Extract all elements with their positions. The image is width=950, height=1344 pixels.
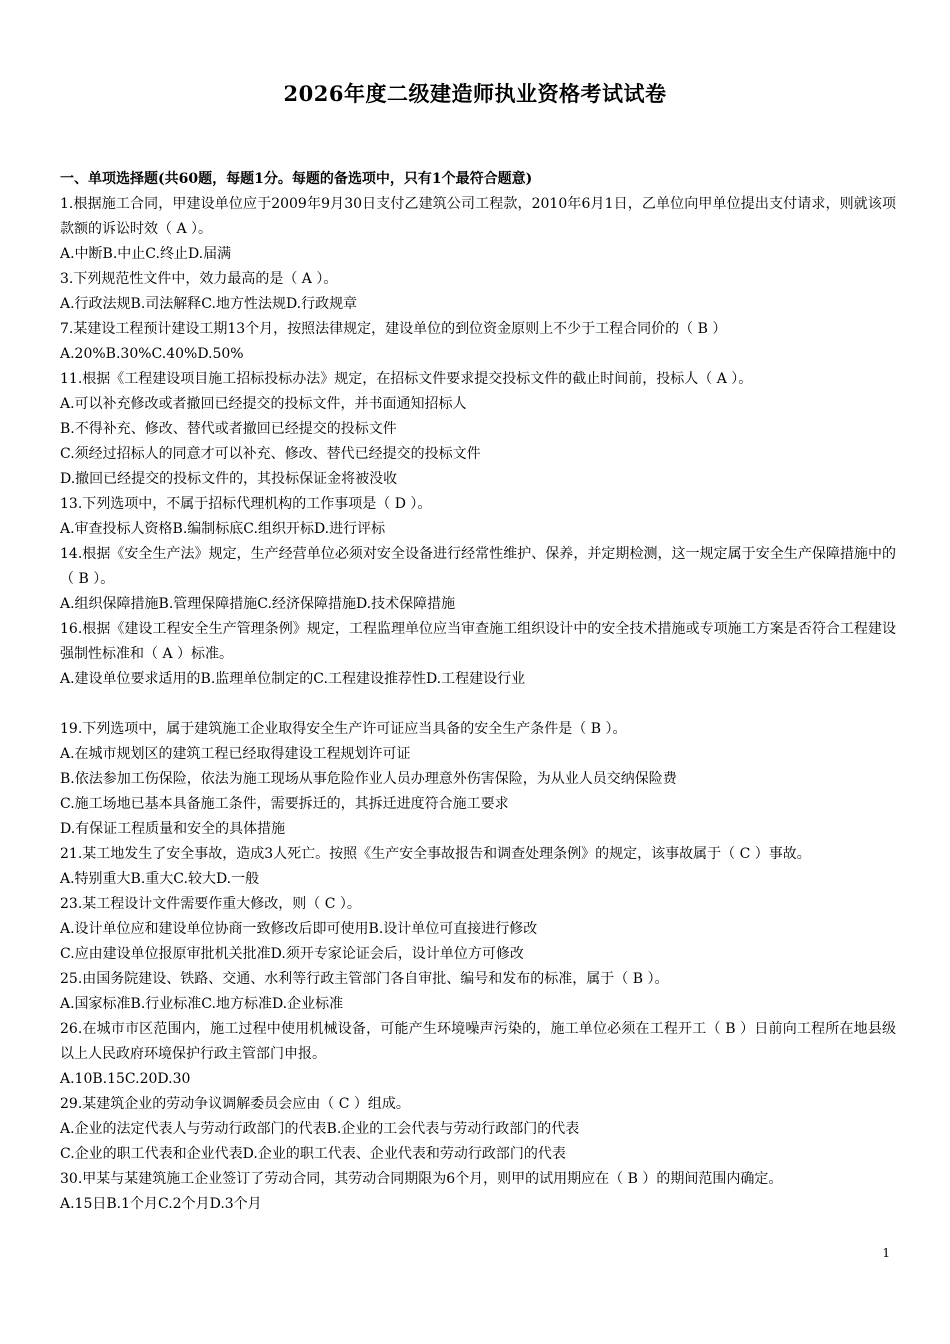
question-text: 25.由国务院建设、铁路、交通、水利等行政主管部门各自审批、编号和发布的标准，属于（ B ）。 (60, 971, 669, 987)
answer-options: A.建设单位要求适用的B.监理单位制定的C.工程建设推荐性D.工程建设行业 (60, 671, 526, 687)
answer-options: C.应由建设单位报原审批机关批准D.须开专家论证会后，设计单位方可修改 (60, 946, 524, 962)
section-heading: 一、单项选择题(共60题，每题1分。每题的备选项中，只有1个最符合题意) (60, 171, 533, 187)
question-text: 19.下列选项中，属于建筑施工企业取得安全生产许可证应当具备的安全生产条件是（ B ）。 (60, 721, 627, 737)
exam-content (60, 167, 896, 1217)
answer-options: A.15日B.1个月C.2个月D.3个月 (60, 1196, 262, 1212)
question-text: 11.根据《工程建设项目施工招标投标办法》规定，在招标文件要求提交投标文件的截止时间前，投标人（ A ）。 (60, 371, 753, 387)
answer-options: A.组织保障措施B.管理保障措施C.经济保障措施D.技术保障措施 (60, 596, 456, 612)
answer-options: A.10B.15C.20D.30 (60, 1071, 191, 1087)
answer-options: A.行政法规B.司法解释C.地方性法规D.行政规章 (60, 296, 358, 312)
question-text: 7.某建设工程预计建设工期13个月，按照法律规定，建设单位的到位资金原则上不少于工程合同价的（ B ） (60, 321, 727, 337)
answer-options: A.企业的法定代表人与劳动行政部门的代表B.企业的工会代表与劳动行政部门的代表 (60, 1121, 580, 1137)
answer-options: A.设计单位应和建设单位协商一致修改后即可使用B.设计单位可直接进行修改 (60, 921, 538, 937)
answer-options: A.可以补充修改或者撤回已经提交的投标文件，并书面通知招标人 (60, 396, 467, 412)
question-text: 29.某建筑企业的劳动争议调解委员会应由（ C ）组成。 (60, 1096, 410, 1112)
answer-options: A.特别重大B.重大C.较大D.一般 (60, 871, 260, 887)
question-text: 14.根据《安全生产法》规定，生产经营单位必须对安全设备进行经常性维护、保养，并定期检测，这一规定属于安全生产保障措施中的（ B ）。 (60, 546, 896, 587)
answer-options: D.有保证工程质量和安全的具体措施 (60, 821, 286, 837)
answer-options: B.依法参加工伤保险，依法为施工现场从事危险作业人员办理意外伤害保险，为从业人员交纳保险费 (60, 771, 677, 787)
answer-options: A.国家标准B.行业标准C.地方标准D.企业标准 (60, 996, 344, 1012)
answer-options: A.20%B.30%C.40%D.50% (60, 346, 244, 362)
question-text: 30.甲某与某建筑施工企业签订了劳动合同，其劳动合同期限为6个月，则甲的试用期应在（ B ）的期间范围内确定。 (60, 1171, 783, 1187)
blank-line (60, 692, 896, 717)
answer-options: A.中断B.中止C.终止D.届满 (60, 246, 232, 262)
question-text: 3.下列规范性文件中，效力最高的是（ A ）。 (60, 271, 338, 287)
question-text: 26.在城市市区范围内，施工过程中使用机械设备，可能产生环境噪声污染的，施工单位必须在工程开工（ B ）日前向工程所在地县级以上人民政府环境保护行政主管部门申报。 (60, 1021, 896, 1062)
answer-options: D.撤回已经提交的投标文件的，其投标保证金将被没收 (60, 471, 398, 487)
question-text: 21.某工地发生了安全事故，造成3人死亡。按照《生产安全事故报告和调查处理条例》的规定，该事故属于（ C ）事故。 (60, 846, 811, 862)
answer-options: A.审查投标人资格B.编制标底C.组织开标D.进行评标 (60, 521, 386, 537)
page-number: 1 (882, 1246, 890, 1260)
document-title: 2026年度二级建造师执业资格考试试卷 (283, 81, 667, 106)
question-text: 23.某工程设计文件需要作重大修改，则（ C ）。 (60, 896, 361, 912)
answer-options: C.企业的职工代表和企业代表D.企业的职工代表、企业代表和劳动行政部门的代表 (60, 1146, 566, 1162)
answer-options: C.须经过招标人的同意才可以补充、修改、替代已经提交的投标文件 (60, 446, 481, 462)
answer-options: B.不得补充、修改、替代或者撤回已经提交的投标文件 (60, 421, 397, 437)
question-text: 13.下列选项中，不属于招标代理机构的工作事项是（ D ）。 (60, 496, 432, 512)
answer-options: C.施工场地已基本具备施工条件，需要拆迁的，其拆迁进度符合施工要求 (60, 796, 509, 812)
question-text: 1.根据施工合同，甲建设单位应于2009年9月30日支付乙建筑公司工程款，2010年6月1日，乙单位向甲单位提出支付请求，则就该项款额的诉讼时效（ A ）。 (60, 196, 896, 237)
answer-options: A.在城市规划区的建筑工程已经取得建设工程规划许可证 (60, 746, 411, 762)
question-text: 16.根据《建设工程安全生产管理条例》规定，工程监理单位应当审查施工组织设计中的安全技术措施或专项施工方案是否符合工程建设强制性标准和（ A ）标准。 (60, 621, 896, 662)
